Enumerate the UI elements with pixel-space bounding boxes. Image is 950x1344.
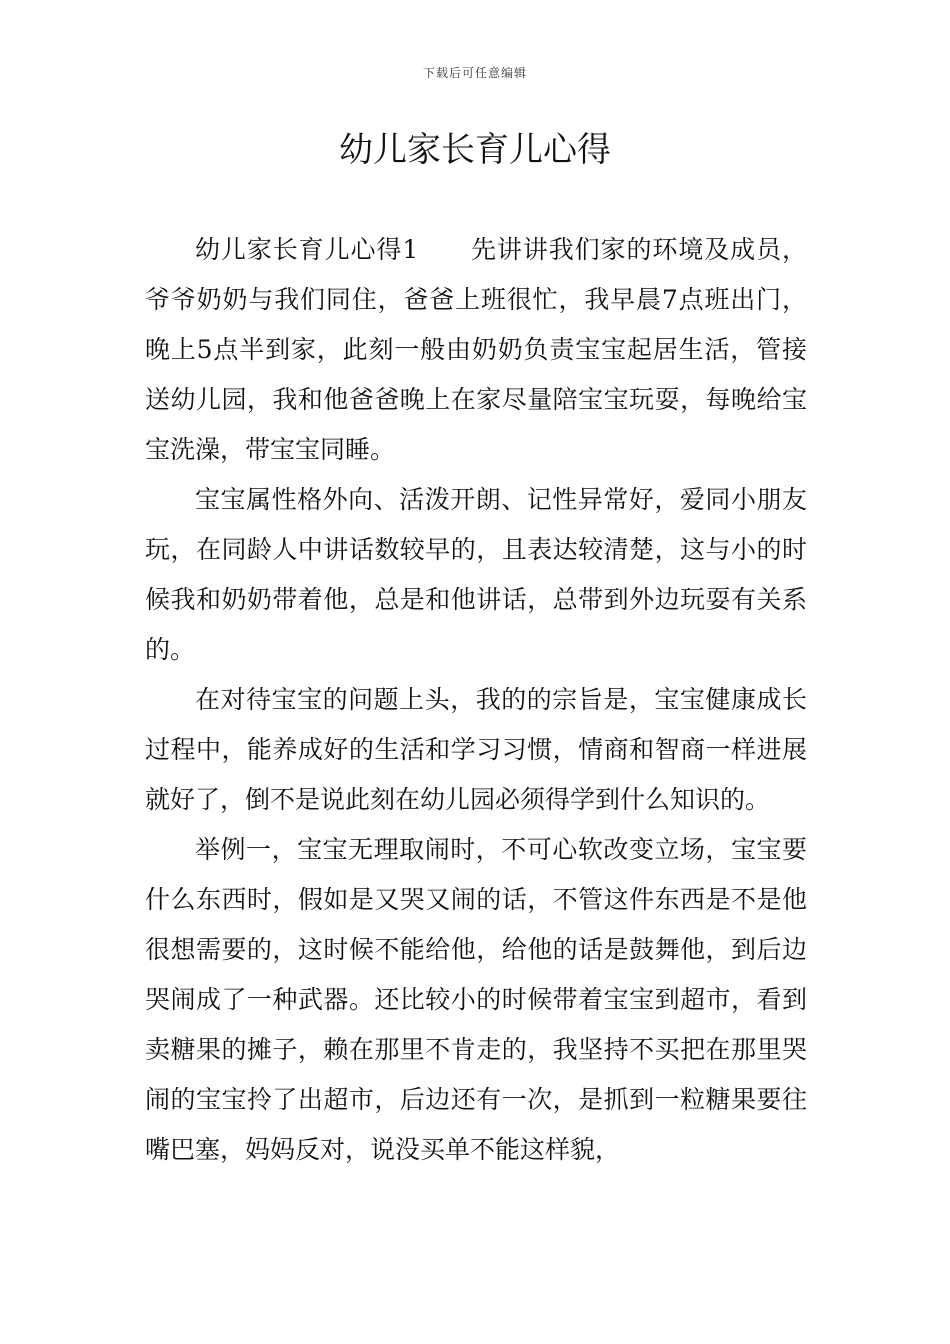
paragraph: 举例一，宝宝无理取闹时，不可心软改变立场，宝宝要什么东西时，假如是又哭又闹的话，不管这件东西是不是他很想需要的，这时候不能给他，给他的话是鼓舞他，到后边哭闹成了一种武器。还比较小的时候带着宝宝到超市，看到卖糖果的摊子，赖在那里不肯走的，我坚持不买把在那里哭闹的宝宝拎了出超市，后边还有一次，是抓到一粒糖果要往嘴巴塞，妈妈反对，说没买单不能这样貌， <box>145 835 807 1164</box>
document-body <box>145 225 807 1175</box>
paragraph: 在对待宝宝的问题上头，我的的宗旨是，宝宝健康成长过程中，能养成好的生活和学习习惯，情商和智商一样进展就好了，倒不是说此刻在幼儿园必须得学到什么知识的。 <box>145 685 807 814</box>
document-title: 幼儿家长育儿心得 <box>339 130 611 170</box>
paragraph: 宝宝属性格外向、活泼开朗、记性异常好，爱同小朋友玩，在同龄人中讲话数较早的，且表达较清楚，这与小的时候我和奶奶带着他，总是和他讲话，总带到外边玩耍有关系的。 <box>145 485 807 664</box>
paragraph: 幼儿家长育儿心得1 先讲讲我们家的环境及成员，爷爷奶奶与我们同住，爸爸上班很忙，我早晨7点班出门，晚上5点半到家，此刻一般由奶奶负责宝宝起居生活，管接送幼儿园，我和他爸爸晚上在家尽量陪宝宝玩耍，每晚给宝宝洗澡，带宝宝同睡。 <box>145 235 807 464</box>
header-note: 下载后可任意编辑 <box>422 66 527 80</box>
